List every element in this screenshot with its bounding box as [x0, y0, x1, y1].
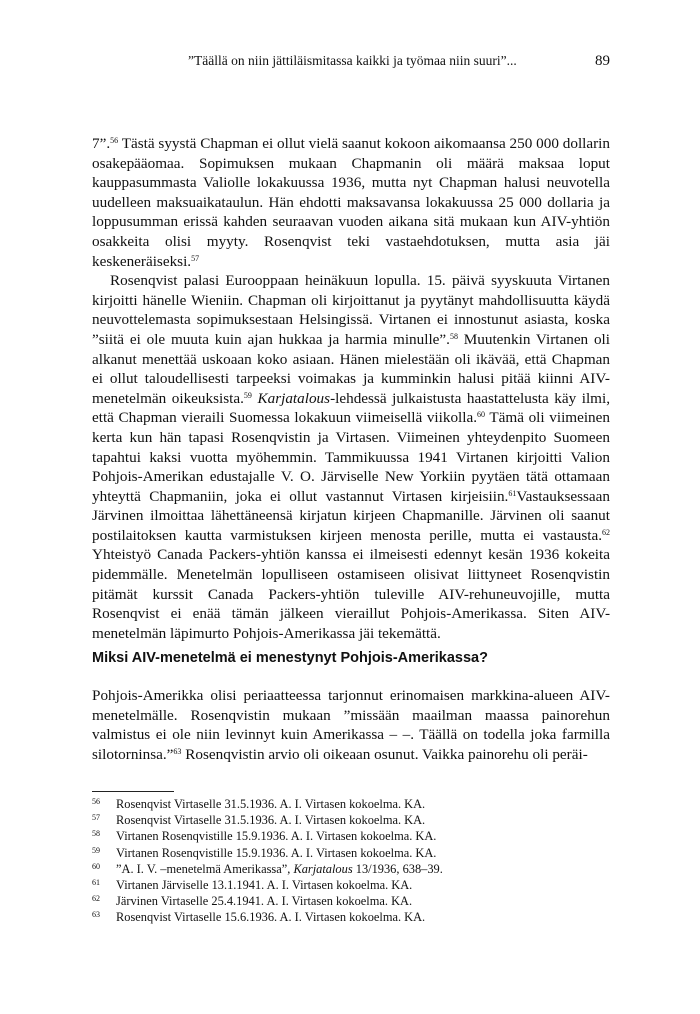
journal-title: Karjatalous [257, 389, 331, 407]
paragraph-3 [92, 686, 610, 764]
text: ”A. I. V. –menetelmä Amerikassa”, [116, 861, 294, 876]
text: Muutenkin Virtanen oli alkanut menettää uskoaan koko asiaan. Hänen mielestään oli ikävää, että Chapman ei ollut taloudellisesti tarpeeksi voimakas ja kumminkin halusi pitää kiinni AIV-menetelmän oikeuksista. [92, 330, 610, 407]
main-text-continued [92, 686, 610, 764]
footnote [92, 877, 610, 893]
footnote-number: 60 [92, 861, 100, 871]
journal-title: Karjatalous [293, 861, 353, 876]
text: -lehdessä julkaistusta haastattelusta käy ilmi, että Chapman vieraili Suomessa lokakuun viimeisellä viikolla. [92, 389, 611, 427]
footnote-number: 58 [92, 829, 100, 839]
footnote-number: 62 [92, 894, 100, 904]
footnote [92, 861, 610, 877]
footnote [92, 828, 610, 844]
footnote-text: Järvinen Virtaselle 25.4.1941. A. I. Virtasen kokoelma. KA. [116, 894, 413, 909]
running-title: ”Täällä on niin jättiläismitassa kaikki ja työmaa niin suuri”... [188, 53, 517, 68]
footnote-ref: 63 [173, 746, 182, 756]
text: 13/1936, 638–39. [352, 861, 443, 876]
footnote-ref: 56 [110, 136, 119, 145]
footnote-ref: 61 [508, 488, 517, 498]
footnote [92, 909, 610, 925]
text: Rosenqvist palasi Eurooppaan heinäkuun lopulla. 15. päivä syyskuuta Virtanen kirjoitti hänelle Wieniin. Chapman oli kirjoittanut ja pyytänyt mahdollisuutta käydä neuvottelemasta sopimuksestaan Helsingissä. Virtanen ei innostunut asiasta, koska ”siitä ei ole muuta kuin ajan hukkaa ja harmia minulle”. [92, 272, 610, 348]
footnote-text: Rosenqvist Virtaselle 31.5.1936. A. I. Virtasen kokoelma. KA. [116, 797, 426, 811]
text: Tämä oli viimeinen kerta kun hän tapasi Rosenqvistin ja Virtasen. Viimeinen yhteydenpito Suomeen tapahtui kaksi vuotta myöhemmin. Tammikuussa 1941 Virtanen kirjoitti Valion Pohjois-Amerikan edustajalle V. O. Järviselle New Yorkiin pyytäen tätä ottamaan yhteyttä Chapmaniin, joka ei ollut vastannut Virtasen kirjeisiin. [92, 409, 610, 505]
footnote-number: 57 [92, 813, 100, 823]
footnote-number: 61 [92, 878, 100, 888]
footnote [92, 796, 610, 812]
footnote-ref: 62 [602, 527, 610, 537]
footnote-ref: 60 [477, 410, 486, 420]
footnote [92, 845, 610, 861]
footnote-text [116, 861, 610, 877]
footnotes [92, 796, 610, 926]
footnote-text: Virtanen Järviselle 13.1.1941. A. I. Virtasen kokoelma. KA. [116, 878, 413, 893]
footnote-number: 59 [92, 845, 100, 855]
footnote-text: Virtanen Rosenqvistille 15.9.1936. A. I. Virtasen kokoelma. KA. [116, 845, 437, 860]
footnote-text: Rosenqvist Virtaselle 31.5.1936. A. I. Virtasen kokoelma. KA. [116, 813, 426, 828]
footnote-ref: 57 [191, 253, 200, 263]
footnote-text: Virtanen Rosenqvistille 15.9.1936. A. I. Virtasen kokoelma. KA. [116, 829, 437, 844]
footnote-divider [92, 791, 174, 792]
text: Tästä syystä Chapman ei ollut vielä saanut kokoon aikomaansa 250 000 dollarin osakepääomaa. Sopimuksen mukaan Chapmanin oli määrä maksaa loput kauppasummasta Valiolle lokakuussa 1936, mutta nyt Chapman halusi neuvotella uudelleen maksuaikataulun. Hän ehdotti maksavansa lokakuussa 25 000 dollaria ja loppusumman erissä kahden seuraavan vuoden aikana sitä mukaan kun AIV-yhtiön osakkeita olisi myyty. Rosenqvist teki vastaehdotuksen, mutta asia jäi keskeneräiseksi. [92, 135, 610, 270]
paragraph-1 [92, 134, 610, 271]
text: 7”. [92, 135, 111, 152]
footnote [92, 893, 610, 909]
footnote-text: Rosenqvist Virtaselle 15.6.1936. A. I. Virtasen kokoelma. KA. [116, 910, 426, 925]
section-heading: Miksi AIV-menetelmä ei menestynyt Pohjois-Amerikassa? [92, 650, 488, 666]
footnote [92, 812, 610, 828]
footnote-ref: 58 [449, 331, 458, 341]
text: Vastauksessaan Järvinen ilmoittaa lähettäneensä kirjatun kirjeen Chapmanille. Järvinen oli saanut postilaitoksen kautta varmistuksen kirjeen menosta perille, mutta ei vastausta. [92, 487, 610, 544]
paragraph-2 [92, 271, 610, 643]
page-number: 89 [595, 53, 610, 69]
text: Yhteistyö Canada Packers-yhtiön kanssa ei ilmeisesti edennyt kesän 1936 kokeita pidemmälle. Menetelmän lopulliseen ostamiseen olisivat liittyneet Rosenqvistin pitämät kurssit Canada Packers-yhtiön tuleville AIV-rehuneuvojille, mutta Rosenqvist ei enää tämän jälkeen vieraillut Pohjois-Amerikassa. Siten AIV-menetelmän läpimurto Pohjois-Amerikassa jäi tekemättä. [92, 546, 610, 642]
main-text [92, 134, 610, 643]
text: Pohjois-Amerikka olisi periaatteessa tarjonnut erinomaisen markkina-alueen AIV-menetelmälle. Rosenqvistin mukaan ”missään maailman maassa painorehun valmistus ei ole niin levinnyt kuin Amerikassa – –. Täällä on todella joka farmilla silotorninsa.” [92, 687, 610, 763]
footnote-number: 63 [92, 910, 100, 920]
text: Rosenqvistin arvio oli oikeaan osunut. Vaikka painorehu oli peräi- [181, 745, 588, 763]
footnote-number: 56 [92, 797, 100, 806]
footnote-ref: 59 [243, 390, 252, 400]
